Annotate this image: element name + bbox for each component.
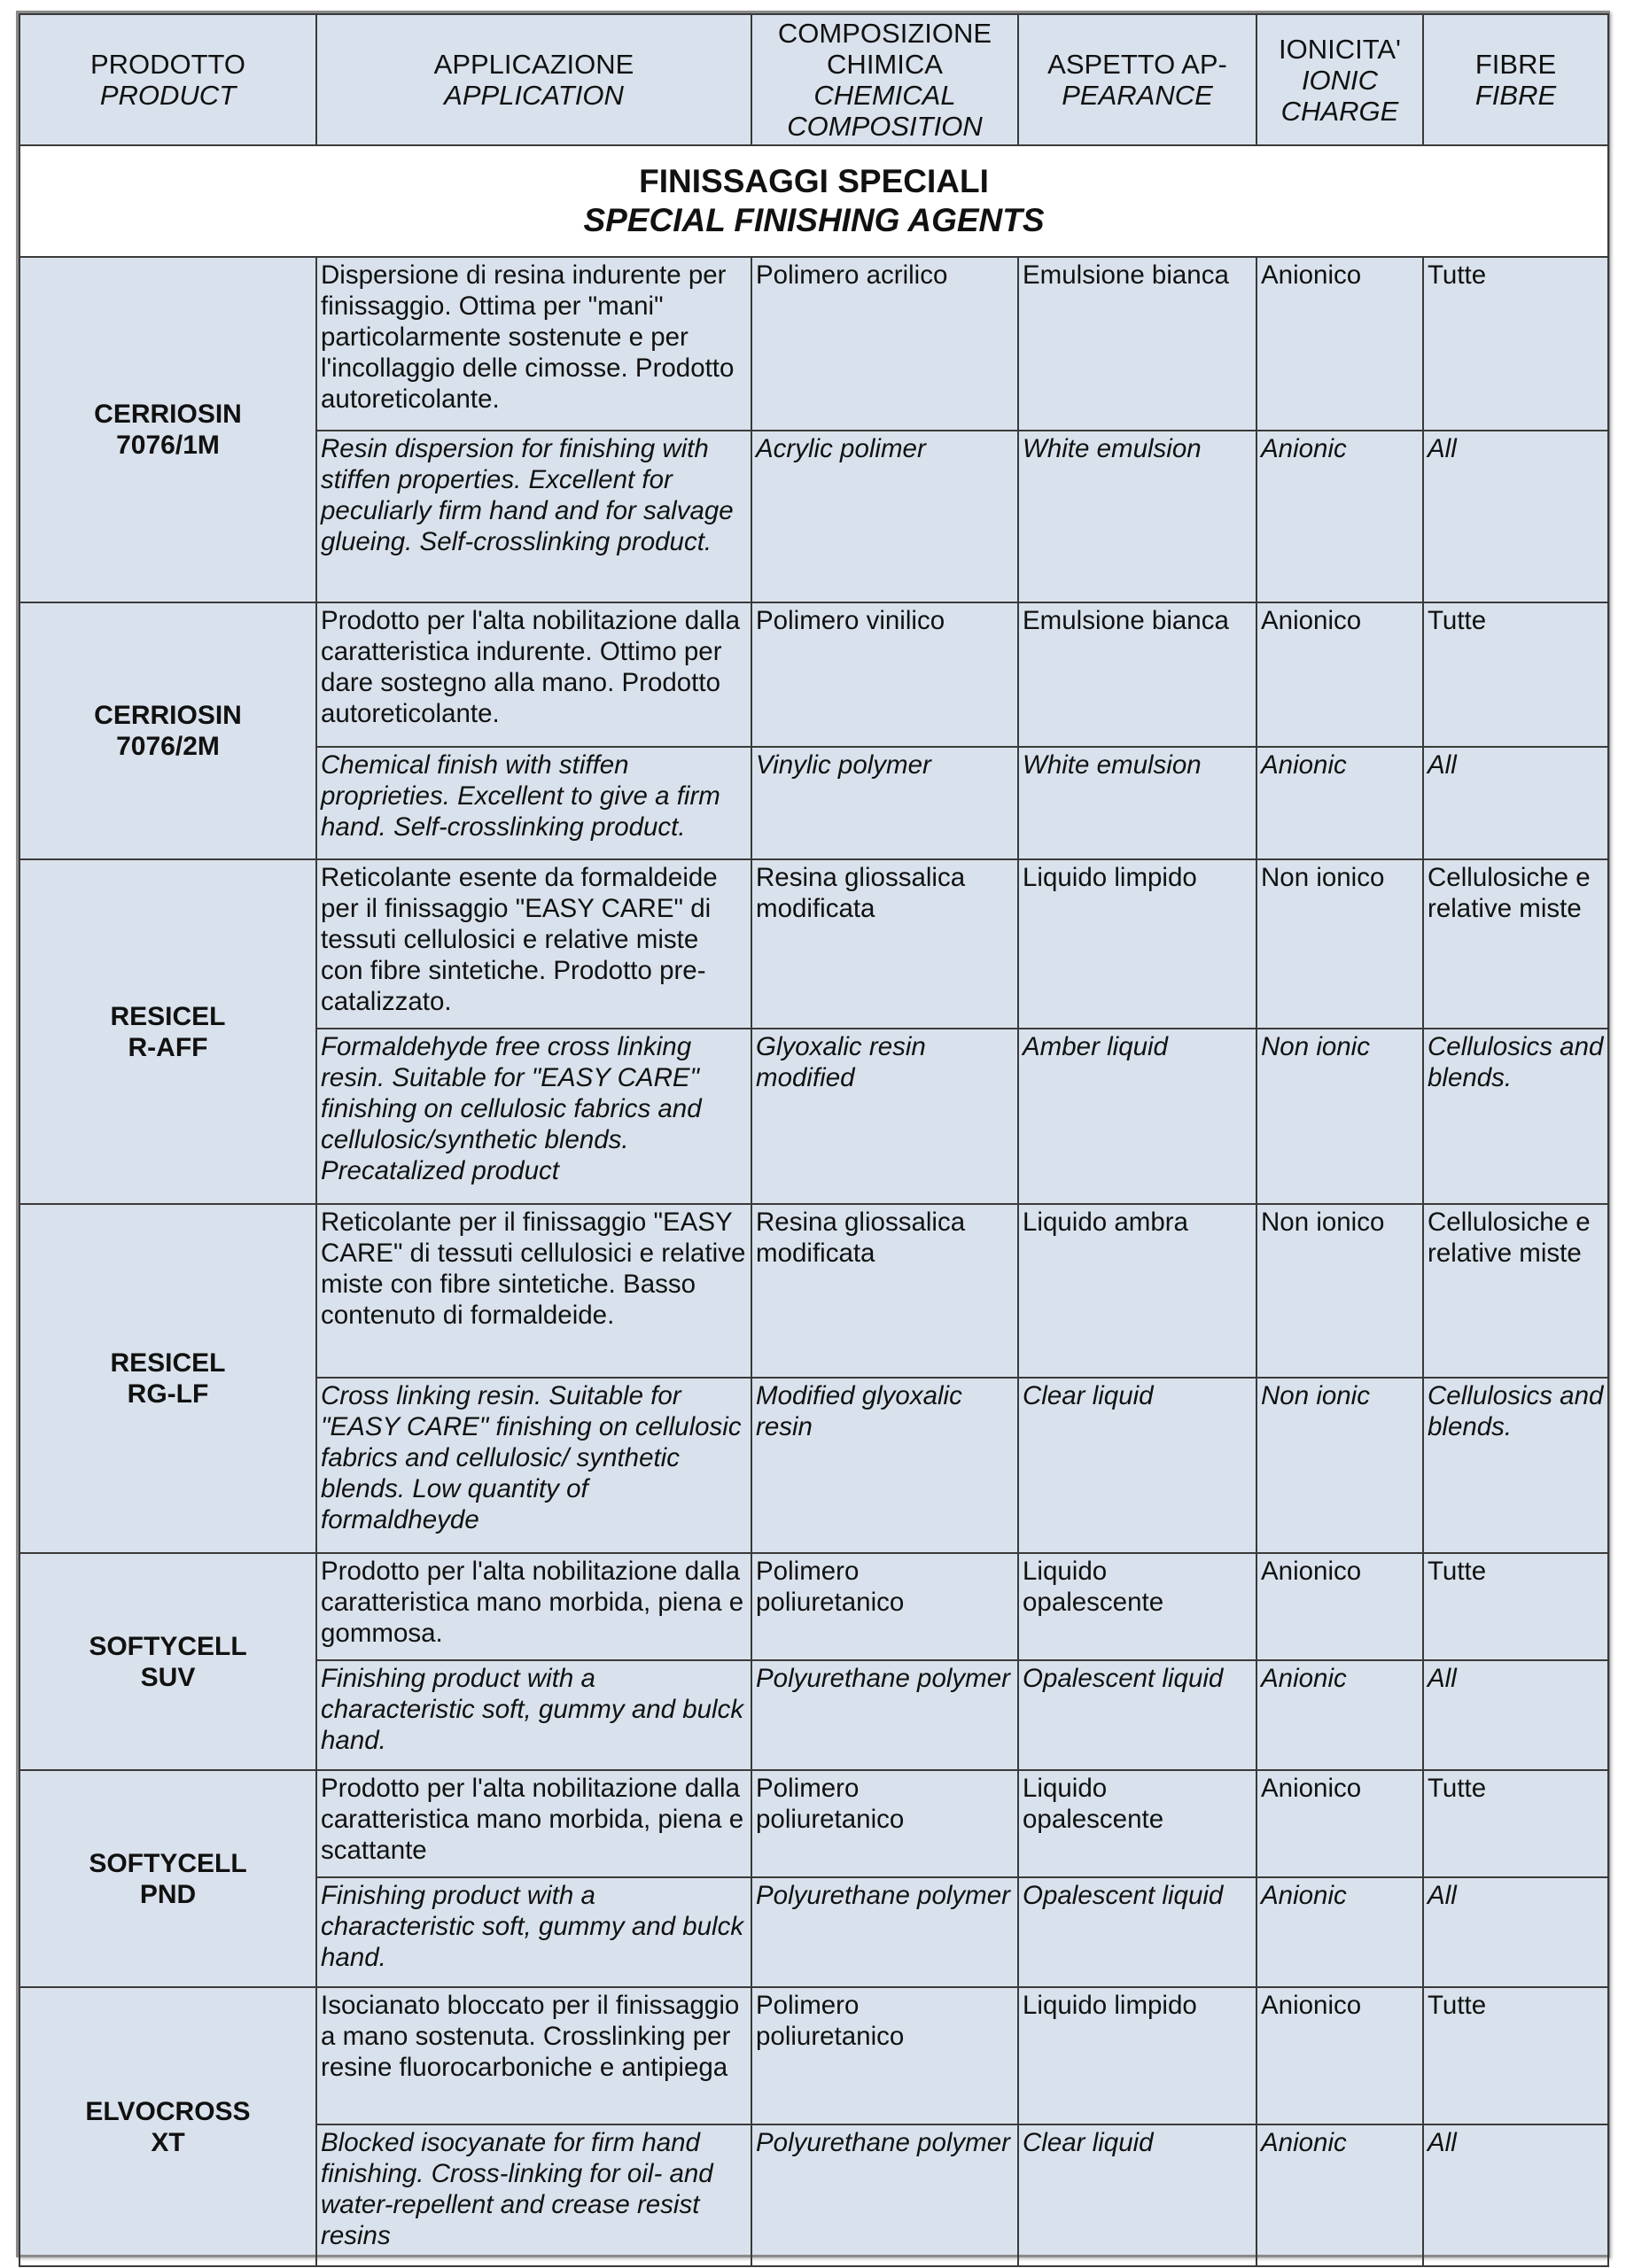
ionic-cell [1256,257,1423,431]
appearance-cell [1018,1553,1256,1660]
composition-text: Resina gliossalica modificata [756,1208,966,1268]
application-cell [316,1204,751,1378]
application-cell [316,1987,751,2124]
product-name-cell [19,257,316,602]
composition-cell [751,1770,1018,1877]
header-ionic-charge: IONICITA' IONIC CHARGE [1256,14,1423,145]
appearance-cell [1018,431,1256,602]
product-name-line: CERRIOSIN [94,701,242,730]
composition-cell [751,1987,1018,2124]
appearance-text: Amber liquid [1023,1032,1168,1061]
product-name-line: PND [139,1879,197,1909]
ionic-text: Anionic [1261,434,1347,463]
application-text: Cross linking resin. Suitable for "EASY CARE" finishing on cellulosic fabrics and cellulosic/ synthetic blends. Low quantity of formaldheyde [321,1381,742,1534]
composition-cell [751,2124,1018,2266]
ionic-text: Non ionico [1261,1208,1385,1237]
fibre-text: Cellulosiche e relative miste [1428,1208,1591,1268]
application-text: Chemical finish with stiffen proprieties. Excellent to give a firm hand. Self-crosslinking product. [321,750,720,842]
header-appearance: ASPETTO AP- PEARANCE [1018,14,1256,145]
application-text: Finishing product with a characteristic soft, gummy and bulck hand. [321,1664,744,1755]
header-product: PRODOTTO PRODUCT [19,14,316,145]
appearance-cell [1018,1877,1256,1987]
appearance-cell [1018,1987,1256,2124]
fibre-text: Tutte [1428,1774,1487,1803]
fibre-cell [1423,747,1608,859]
ionic-cell [1256,1553,1423,1660]
composition-text: Polyurethane polymer [756,1881,1010,1910]
application-text: Prodotto per l'alta nobilitazione dalla caratteristica mano morbida, piena e gommosa. [321,1557,744,1648]
composition-text: Vinylic polymer [756,750,931,780]
application-cell [316,1770,751,1877]
product-name-cell [19,1987,316,2266]
composition-cell [751,1660,1018,1770]
application-cell [316,1660,751,1770]
table-row [19,1770,1608,1877]
composition-text: Polimero poliuretanico [756,1774,905,1834]
fibre-cell [1423,431,1608,602]
product-name-cell [19,859,316,1204]
product-name-line: XT [151,2127,185,2157]
ionic-text: Anionic [1261,2128,1347,2157]
appearance-text: Liquido ambra [1023,1208,1188,1237]
fibre-text: All [1428,750,1457,780]
ionic-cell [1256,1378,1423,1553]
ionic-text: Non ionic [1261,1032,1370,1061]
composition-text: Acrylic polimer [756,434,926,463]
fibre-cell [1423,859,1608,1029]
appearance-text: White emulsion [1023,434,1202,463]
table-row [19,859,1608,1029]
header-row [19,14,1608,145]
product-name-line: R-AFF [128,1032,208,1062]
fibre-text: All [1428,1881,1457,1910]
product-name-line: 7076/1M [116,431,220,460]
application-text: Blocked isocyanate for firm hand finishing. Cross-linking for oil- and water-repellent and crease resist resins [321,2128,713,2250]
appearance-cell [1018,1029,1256,1204]
product-name-cell [19,1770,316,1987]
product-table-frame [16,11,1610,2257]
fibre-text: All [1428,1664,1457,1693]
composition-cell [751,602,1018,747]
composition-text: Modified glyoxalic resin [756,1381,962,1441]
fibre-text: Tutte [1428,1557,1487,1586]
ionic-cell [1256,1204,1423,1378]
application-text: Resin dispersion for finishing with stiffen properties. Excellent for peculiarly firm hand and for salvage glueing. Self-crosslinking product. [321,434,734,556]
application-cell [316,257,751,431]
composition-cell [751,747,1018,859]
product-table [19,13,1609,2267]
application-text: Prodotto per l'alta nobilitazione dalla caratteristica indurente. Ottimo per dare sostegno alla mano. Prodotto autoreticolante. [321,606,741,728]
fibre-cell [1423,1553,1608,1660]
table-row [19,1204,1608,1378]
appearance-cell [1018,1204,1256,1378]
fibre-text: Cellulosics and blends. [1428,1032,1604,1092]
application-text: Formaldehyde free cross linking resin. Suitable for "EASY CARE" finishing on cellulosic fabrics and cellulosic/synthetic blends. Precatalized product [321,1032,702,1185]
appearance-text: Liquido opalescente [1023,1774,1164,1834]
fibre-cell [1423,1029,1608,1204]
table-row [19,602,1608,747]
fibre-cell [1423,2124,1608,2266]
application-text: Finishing product with a characteristic soft, gummy and bulck hand. [321,1881,744,1972]
composition-text: Polyurethane polymer [756,2128,1010,2157]
product-name-line: 7076/2M [116,732,220,761]
composition-text: Polimero vinilico [756,606,945,635]
appearance-text: Emulsione bianca [1023,260,1229,290]
header-composition: COMPOSIZIONE CHIMICA CHEMICAL COMPOSITION [751,14,1018,145]
ionic-cell [1256,747,1423,859]
appearance-text: Opalescent liquid [1023,1881,1224,1910]
ionic-text: Non ionic [1261,1381,1370,1410]
application-cell [316,602,751,747]
ionic-cell [1256,602,1423,747]
section-row [19,145,1608,257]
fibre-text: Cellulosics and blends. [1428,1381,1604,1441]
ionic-text: Anionic [1261,1881,1347,1910]
composition-cell [751,431,1018,602]
fibre-text: Tutte [1428,1991,1487,2020]
table-row [19,1553,1608,1660]
appearance-text: Clear liquid [1023,1381,1154,1410]
product-name-cell [19,1204,316,1553]
ionic-text: Anionico [1261,606,1362,635]
fibre-text: Tutte [1428,260,1487,290]
fibre-cell [1423,1204,1608,1378]
product-name-line: RG-LF [127,1379,209,1409]
composition-cell [751,859,1018,1029]
application-cell [316,1877,751,1987]
product-name-line: CERRIOSIN [94,400,242,429]
composition-text: Polimero acrilico [756,260,948,290]
composition-cell [751,1029,1018,1204]
fibre-cell [1423,602,1608,747]
appearance-text: Opalescent liquid [1023,1664,1224,1693]
ionic-cell [1256,1770,1423,1877]
appearance-cell [1018,257,1256,431]
ionic-text: Anionico [1261,1557,1362,1586]
ionic-text: Non ionico [1261,863,1385,892]
appearance-text: Liquido opalescente [1023,1557,1164,1617]
appearance-cell [1018,1770,1256,1877]
product-name-line: RESICEL [110,1348,226,1378]
ionic-cell [1256,2124,1423,2266]
ionic-text: Anionico [1261,1991,1362,2020]
appearance-text: White emulsion [1023,750,1202,780]
composition-cell [751,1877,1018,1987]
appearance-text: Liquido limpido [1023,863,1197,892]
composition-cell [751,1553,1018,1660]
ionic-cell [1256,859,1423,1029]
fibre-text: Tutte [1428,606,1487,635]
product-name-line: RESICEL [110,1001,226,1031]
ionic-cell [1256,1029,1423,1204]
table-row [19,257,1608,431]
composition-cell [751,1204,1018,1378]
appearance-cell [1018,859,1256,1029]
header-application: APPLICAZIONE APPLICATION [316,14,751,145]
appearance-cell [1018,2124,1256,2266]
composition-text: Resina gliossalica modificata [756,863,966,923]
product-name-cell [19,1553,316,1770]
appearance-cell [1018,1378,1256,1553]
appearance-text: Liquido limpido [1023,1991,1197,2020]
ionic-text: Anionico [1261,1774,1362,1803]
ionic-text: Anionico [1261,260,1362,290]
product-name-line: SUV [140,1662,196,1692]
ionic-cell [1256,431,1423,602]
application-text: Reticolante per il finissaggio "EASY CARE" di tessuti cellulosici e relative miste con fibre sintetiche. Basso contenuto di formaldeide. [321,1208,746,1330]
composition-text: Polimero poliuretanico [756,1991,905,2051]
composition-cell [751,257,1018,431]
application-cell [316,2124,751,2266]
composition-cell [751,1378,1018,1553]
composition-text: Polimero poliuretanico [756,1557,905,1617]
application-cell [316,1029,751,1204]
ionic-cell [1256,1987,1423,2124]
product-name-line: SOFTYCELL [89,1631,247,1661]
fibre-text: All [1428,2128,1457,2157]
application-text: Prodotto per l'alta nobilitazione dalla caratteristica mano morbida, piena e scattante [321,1774,744,1865]
fibre-text: Cellulosiche e relative miste [1428,863,1591,923]
fibre-text: All [1428,434,1457,463]
application-cell [316,1378,751,1553]
fibre-cell [1423,257,1608,431]
application-cell [316,431,751,602]
composition-text: Polyurethane polymer [756,1664,1010,1693]
fibre-cell [1423,1877,1608,1987]
composition-text: Glyoxalic resin modified [756,1032,926,1092]
appearance-cell [1018,1660,1256,1770]
application-cell [316,1553,751,1660]
fibre-cell [1423,1770,1608,1877]
fibre-cell [1423,1660,1608,1770]
product-name-line: ELVOCROSS [85,2096,251,2126]
application-cell [316,859,751,1029]
application-text: Reticolante esente da formaldeide per il finissaggio "EASY CARE" di tessuti cellulosici e relative miste con fibre sintetiche. Prodotto pre-catalizzato. [321,863,718,1016]
appearance-cell [1018,602,1256,747]
appearance-text: Clear liquid [1023,2128,1154,2157]
product-name-line: SOFTYCELL [89,1848,247,1878]
product-name-cell [19,602,316,859]
application-text: Dispersione di resina indurente per finissaggio. Ottima per "mani" particolarmente sostenute e per l'incollaggio delle cimosse. Prodotto autoreticolante. [321,260,735,414]
header-fibre: FIBRE FIBRE [1423,14,1608,145]
table-row [19,1987,1608,2124]
section-title: FINISSAGGI SPECIALI SPECIAL FINISHING AGENTS [19,145,1608,257]
ionic-cell [1256,1660,1423,1770]
ionic-text: Anionic [1261,750,1347,780]
fibre-cell [1423,1378,1608,1553]
ionic-text: Anionic [1261,1664,1347,1693]
appearance-cell [1018,747,1256,859]
fibre-cell [1423,1987,1608,2124]
appearance-text: Emulsione bianca [1023,606,1229,635]
application-cell [316,747,751,859]
application-text: Isocianato bloccato per il finissaggio a mano sostenuta. Crosslinking per resine fluorocarboniche e antipiega [321,1991,740,2082]
ionic-cell [1256,1877,1423,1987]
